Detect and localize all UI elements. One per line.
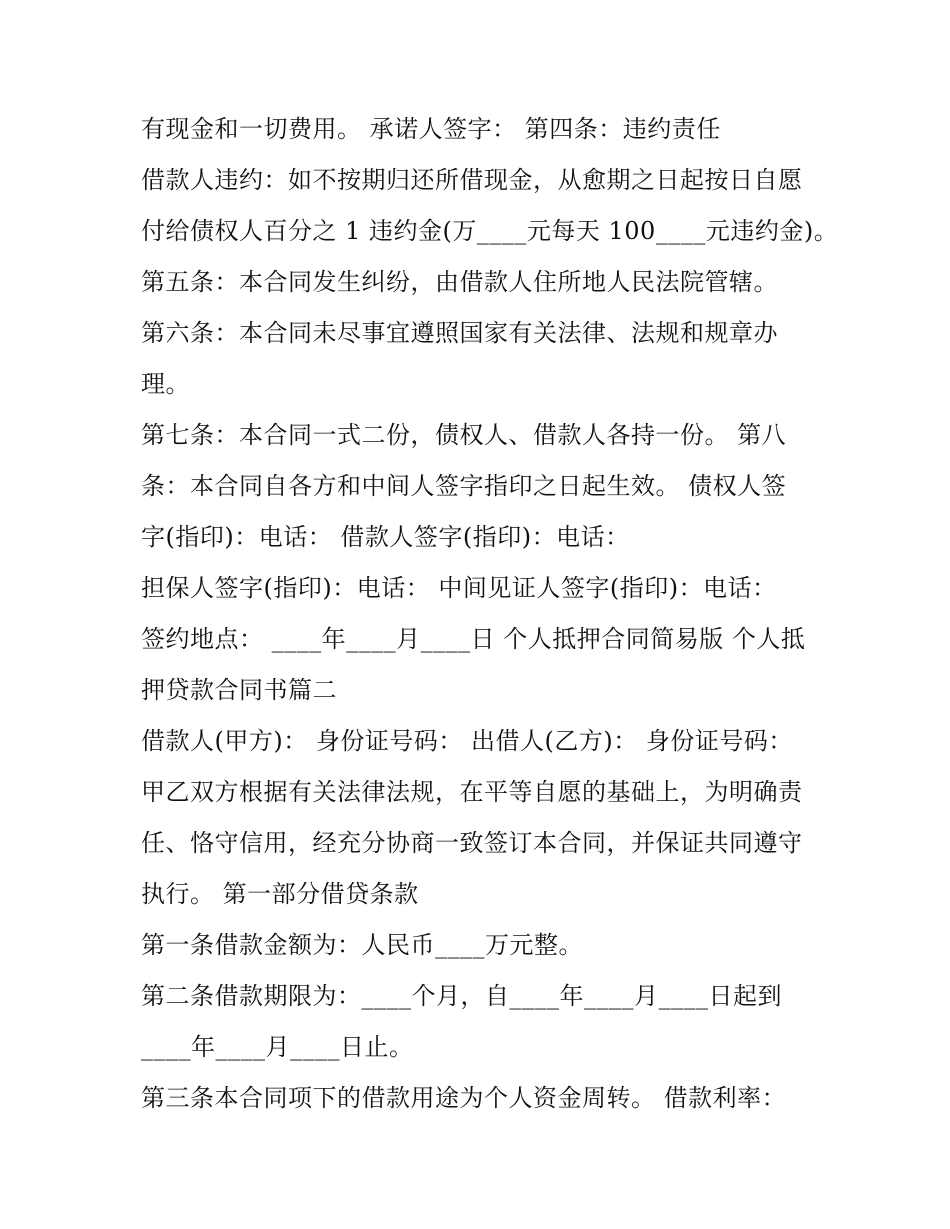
text-line: 有现金和一切费用。 承诺人签字： 第四条：违约责任 <box>141 115 721 143</box>
text-line: 第三条本合同项下的借款用途为个人资金周转。 借款利率： <box>141 1084 787 1112</box>
text-line: 担保人签字(指印)：电话： 中间见证人签字(指印)：电话： <box>141 574 777 602</box>
text-line: 付给债权人百分之 1 违约金(万____元每天 100____元违约金)。 <box>141 217 839 245</box>
text-line: 借款人(甲方)： 身份证号码： 出借人(乙方)： 身份证号码： <box>141 727 793 755</box>
text-line: 第五条：本合同发生纠纷，由借款人住所地人民法院管辖。 <box>141 268 778 296</box>
text-line: 甲乙双方根据有关法律法规，在平等自愿的基础上，为明确责 <box>141 778 803 806</box>
text-line: 第一条借款金额为：人民币____万元整。 <box>141 931 583 959</box>
text-line: ____年____月____日止。 <box>141 1033 414 1061</box>
text-line: 理。 <box>141 370 190 398</box>
text-line: 借款人违约：如不按期归还所借现金，从愈期之日起按日自愿 <box>141 166 803 194</box>
text-line: 任、恪守信用，经充分协商一致签订本合同，并保证共同遵守 <box>141 829 803 857</box>
text-line: 条：本合同自各方和中间人签字指印之日起生效。 债权人签 <box>141 472 787 500</box>
text-line: 押贷款合同书篇二 <box>141 676 337 704</box>
text-line: 字(指印)：电话： 借款人签字(指印)：电话： <box>141 523 630 551</box>
text-line: 第二条借款期限为：____个月，自____年____月____日起到 <box>141 982 782 1010</box>
text-line: 第六条：本合同未尽事宜遵照国家有关法律、法规和规章办 <box>141 319 778 347</box>
text-line: 签约地点： ____年____月____日 个人抵押合同简易版 个人抵 <box>141 625 806 653</box>
text-line: 执行。 第一部分借贷条款 <box>141 880 419 908</box>
text-line: 第七条：本合同一式二份，债权人、借款人各持一份。 第八 <box>141 421 787 449</box>
